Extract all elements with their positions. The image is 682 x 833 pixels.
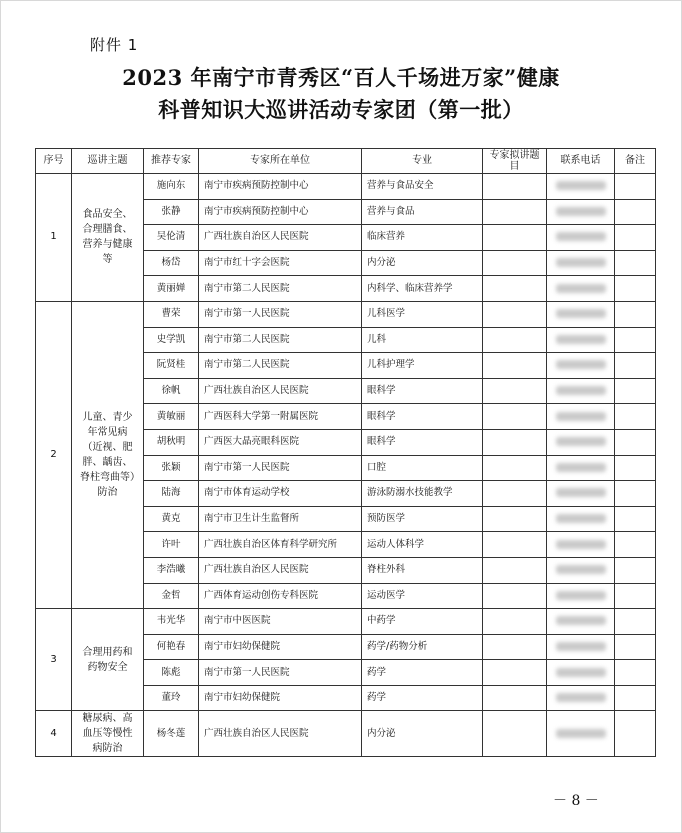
expert-unit-cell: 南宁市妇幼保健院 — [199, 685, 362, 711]
phone-cell — [547, 660, 615, 686]
lecture-topic-cell — [483, 327, 547, 353]
redacted-phone — [556, 642, 606, 651]
table-row — [36, 609, 656, 635]
redacted-phone — [556, 463, 606, 472]
expert-unit-cell: 南宁市中医医院 — [199, 609, 362, 635]
remark-cell — [615, 353, 656, 379]
phone-cell — [547, 685, 615, 711]
lecture-topic-cell — [483, 685, 547, 711]
lecture-topic-cell — [483, 301, 547, 327]
remark-cell — [615, 455, 656, 481]
remark-cell — [615, 429, 656, 455]
redacted-phone — [556, 309, 606, 318]
remark-cell — [615, 532, 656, 558]
remark-cell — [615, 583, 656, 609]
header-lecture-topic — [483, 149, 547, 174]
expert-specialty-cell: 内分泌 — [362, 250, 483, 276]
expert-unit-cell: 广西壮族自治区人民医院 — [199, 378, 362, 404]
expert-name-cell: 陈彪 — [144, 660, 199, 686]
expert-specialty-cell: 临床营养 — [362, 225, 483, 251]
expert-unit-cell: 南宁市第二人民医院 — [199, 353, 362, 379]
expert-name-cell: 黄敏丽 — [144, 404, 199, 430]
expert-name-cell: 施向东 — [144, 174, 199, 200]
phone-cell — [547, 225, 615, 251]
expert-name-cell: 黄丽婵 — [144, 276, 199, 302]
redacted-phone — [556, 258, 606, 267]
lecture-topic-cell — [483, 276, 547, 302]
redacted-phone — [556, 616, 606, 625]
expert-specialty-cell: 脊柱外科 — [362, 557, 483, 583]
phone-cell — [547, 174, 615, 200]
group-topic-cell: 糖尿病、高血压等慢性病防治 — [72, 711, 144, 757]
page-number: － 8 － — [553, 793, 599, 809]
group-topic-cell: 合理用药和药物安全 — [72, 609, 144, 711]
lecture-topic-cell — [483, 455, 547, 481]
document-title-line1: 2023 年南宁市青秀区“百人千场进万家”健康 — [122, 65, 560, 90]
attachment-label: 附件 1 — [90, 36, 139, 54]
expert-specialty-cell: 眼科学 — [362, 378, 483, 404]
redacted-phone — [556, 540, 606, 549]
expert-name-cell: 史学凯 — [144, 327, 199, 353]
expert-unit-cell: 南宁市卫生计生监督所 — [199, 506, 362, 532]
expert-name-cell: 曹荣 — [144, 301, 199, 327]
lecture-topic-cell — [483, 660, 547, 686]
remark-cell — [615, 378, 656, 404]
lecture-topic-cell — [483, 199, 547, 225]
header-specialty: 专业 — [362, 149, 483, 174]
phone-cell — [547, 404, 615, 430]
remark-cell — [615, 199, 656, 225]
expert-unit-cell: 广西壮族自治区体育科学研究所 — [199, 532, 362, 558]
lecture-topic-cell — [483, 174, 547, 200]
header-topic: 巡讲主题 — [72, 149, 144, 174]
expert-name-cell: 吴伦清 — [144, 225, 199, 251]
remark-cell — [615, 250, 656, 276]
phone-cell — [547, 557, 615, 583]
lecture-topic-cell — [483, 557, 547, 583]
table-row — [36, 301, 656, 327]
group-seq-cell: 3 — [36, 609, 72, 711]
expert-unit-cell: 广西壮族自治区人民医院 — [199, 225, 362, 251]
remark-cell — [615, 327, 656, 353]
expert-specialty-cell: 营养与食品安全 — [362, 174, 483, 200]
phone-cell — [547, 429, 615, 455]
expert-unit-cell: 广西壮族自治区人民医院 — [199, 557, 362, 583]
remark-cell — [615, 506, 656, 532]
lecture-topic-cell — [483, 250, 547, 276]
expert-name-cell: 何艳春 — [144, 634, 199, 660]
expert-unit-cell: 南宁市第一人民医院 — [199, 455, 362, 481]
redacted-phone — [556, 207, 606, 216]
redacted-phone — [556, 284, 606, 293]
redacted-phone — [556, 412, 606, 421]
expert-unit-cell: 南宁市第一人民医院 — [199, 301, 362, 327]
header-phone: 联系电话 — [547, 149, 615, 174]
phone-cell — [547, 199, 615, 225]
remark-cell — [615, 225, 656, 251]
expert-name-cell: 杨岱 — [144, 250, 199, 276]
expert-unit-cell: 南宁市妇幼保健院 — [199, 634, 362, 660]
header-unit: 专家所在单位 — [199, 149, 362, 174]
phone-cell — [547, 378, 615, 404]
table-row — [36, 174, 656, 200]
expert-name-cell: 金哲 — [144, 583, 199, 609]
lecture-topic-cell — [483, 404, 547, 430]
header-seq: 序号 — [36, 149, 72, 174]
expert-unit-cell: 南宁市体育运动学校 — [199, 481, 362, 507]
group-seq-cell: 2 — [36, 301, 72, 608]
expert-specialty-cell: 营养与食品 — [362, 199, 483, 225]
phone-cell — [547, 301, 615, 327]
group-seq-cell: 4 — [36, 711, 72, 757]
expert-specialty-cell: 运动医学 — [362, 583, 483, 609]
redacted-phone — [556, 360, 606, 369]
phone-cell — [547, 455, 615, 481]
expert-specialty-cell: 口腔 — [362, 455, 483, 481]
expert-unit-cell: 南宁市第一人民医院 — [199, 660, 362, 686]
expert-specialty-cell: 眼科学 — [362, 404, 483, 430]
redacted-phone — [556, 488, 606, 497]
expert-unit-cell: 南宁市红十字会医院 — [199, 250, 362, 276]
expert-specialty-cell: 药学/药物分析 — [362, 634, 483, 660]
lecture-topic-cell — [483, 378, 547, 404]
redacted-phone — [556, 729, 606, 738]
phone-cell — [547, 353, 615, 379]
remark-cell — [615, 711, 656, 757]
expert-specialty-cell: 药学 — [362, 685, 483, 711]
phone-cell — [547, 276, 615, 302]
redacted-phone — [556, 514, 606, 523]
lecture-topic-cell — [483, 429, 547, 455]
remark-cell — [615, 685, 656, 711]
redacted-phone — [556, 232, 606, 241]
expert-name-cell: 韦光华 — [144, 609, 199, 635]
lecture-topic-cell — [483, 353, 547, 379]
phone-cell — [547, 583, 615, 609]
table-header-row — [36, 149, 656, 174]
expert-unit-cell: 南宁市第二人民医院 — [199, 276, 362, 302]
redacted-phone — [556, 693, 606, 702]
remark-cell — [615, 301, 656, 327]
phone-cell — [547, 506, 615, 532]
lecture-topic-cell — [483, 532, 547, 558]
phone-cell — [547, 532, 615, 558]
header-remark: 备注 — [615, 149, 656, 174]
phone-cell — [547, 327, 615, 353]
expert-name-cell: 黄克 — [144, 506, 199, 532]
expert-specialty-cell: 儿科 — [362, 327, 483, 353]
phone-cell — [547, 481, 615, 507]
expert-unit-cell: 南宁市疾病预防控制中心 — [199, 174, 362, 200]
remark-cell — [615, 660, 656, 686]
redacted-phone — [556, 437, 606, 446]
expert-specialty-cell: 内科学、临床营养学 — [362, 276, 483, 302]
expert-unit-cell: 广西医大晶亮眼科医院 — [199, 429, 362, 455]
redacted-phone — [556, 565, 606, 574]
expert-specialty-cell: 儿科医学 — [362, 301, 483, 327]
expert-unit-cell: 广西医科大学第一附属医院 — [199, 404, 362, 430]
expert-specialty-cell: 游泳防溺水技能教学 — [362, 481, 483, 507]
expert-name-cell: 李浩曦 — [144, 557, 199, 583]
expert-name-cell: 张颖 — [144, 455, 199, 481]
expert-name-cell: 陆海 — [144, 481, 199, 507]
lecture-topic-cell — [483, 583, 547, 609]
table-row — [36, 711, 656, 757]
expert-specialty-cell: 运动人体科学 — [362, 532, 483, 558]
expert-specialty-cell: 儿科护理学 — [362, 353, 483, 379]
expert-unit-cell: 南宁市疾病预防控制中心 — [199, 199, 362, 225]
phone-cell — [547, 250, 615, 276]
expert-specialty-cell: 眼科学 — [362, 429, 483, 455]
redacted-phone — [556, 335, 606, 344]
expert-unit-cell: 广西壮族自治区人民医院 — [199, 711, 362, 757]
expert-specialty-cell: 预防医学 — [362, 506, 483, 532]
expert-name-cell: 张静 — [144, 199, 199, 225]
remark-cell — [615, 404, 656, 430]
phone-cell — [547, 711, 615, 757]
header-lecture-topic-text: 专家拟讲题目 — [489, 150, 540, 172]
group-seq-cell: 1 — [36, 174, 72, 302]
group-topic-cell: 食品安全、合理膳食、营养与健康等 — [72, 174, 144, 302]
redacted-phone — [556, 591, 606, 600]
lecture-topic-cell — [483, 225, 547, 251]
lecture-topic-cell — [483, 506, 547, 532]
redacted-phone — [556, 386, 606, 395]
expert-name-cell: 杨冬莲 — [144, 711, 199, 757]
phone-cell — [547, 609, 615, 635]
remark-cell — [615, 609, 656, 635]
remark-cell — [615, 634, 656, 660]
expert-table — [35, 148, 656, 757]
remark-cell — [615, 174, 656, 200]
expert-name-cell: 胡秋明 — [144, 429, 199, 455]
header-expert: 推荐专家 — [144, 149, 199, 174]
expert-specialty-cell: 内分泌 — [362, 711, 483, 757]
lecture-topic-cell — [483, 634, 547, 660]
remark-cell — [615, 557, 656, 583]
lecture-topic-cell — [483, 609, 547, 635]
expert-name-cell: 董玲 — [144, 685, 199, 711]
document-title-line2: 科普知识大巡讲活动专家团（第一批） — [158, 97, 524, 122]
expert-name-cell: 徐帆 — [144, 378, 199, 404]
expert-specialty-cell: 药学 — [362, 660, 483, 686]
expert-unit-cell: 广西体育运动创伤专科医院 — [199, 583, 362, 609]
group-topic-cell: 儿童、青少年常见病（近视、肥胖、龋齿、脊柱弯曲等）防治 — [72, 301, 144, 608]
expert-name-cell: 阮贤桂 — [144, 353, 199, 379]
lecture-topic-cell — [483, 481, 547, 507]
lecture-topic-cell — [483, 711, 547, 757]
expert-name-cell: 许叶 — [144, 532, 199, 558]
redacted-phone — [556, 668, 606, 677]
expert-specialty-cell: 中药学 — [362, 609, 483, 635]
expert-unit-cell: 南宁市第二人民医院 — [199, 327, 362, 353]
phone-cell — [547, 634, 615, 660]
remark-cell — [615, 481, 656, 507]
redacted-phone — [556, 181, 606, 190]
remark-cell — [615, 276, 656, 302]
